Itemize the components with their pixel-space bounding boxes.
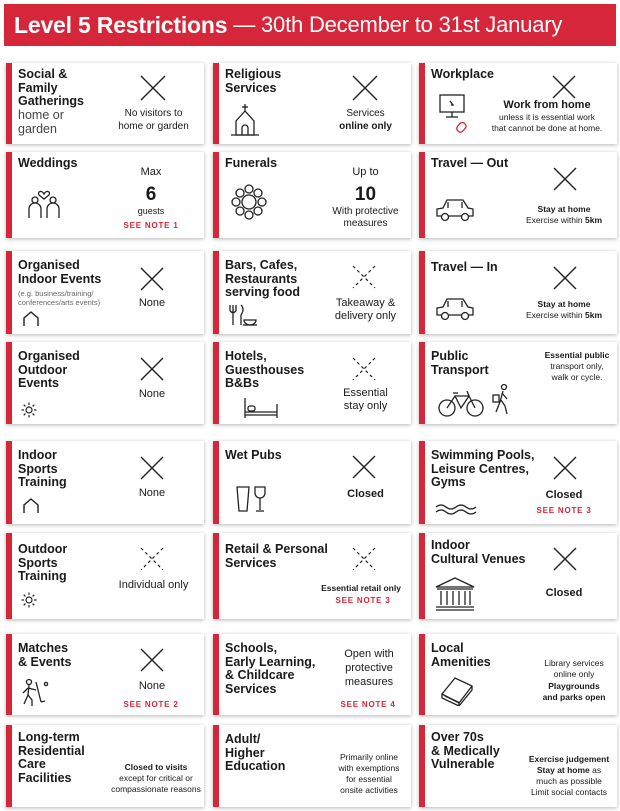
card-status-strong: online only [339,121,392,132]
close-x-icon [552,455,578,481]
card-retail [213,533,411,619]
banner-title: Level 5 Restrictions [14,11,228,38]
card-title: Outdoor Sports Training [18,542,68,583]
card-title: Travel — In [431,260,498,274]
card-status: None [138,487,166,499]
see-note-link[interactable]: SEE NOTE 4 [340,700,396,709]
card-status: except for critical or compassionate reasons [111,773,201,794]
card-hotels [213,342,411,424]
card-subtitle: (e.g. business/training/ conferences/arts events) [18,289,101,307]
card-title: Bars, Cafes, Restaurants serving food [225,258,301,299]
close-x-icon [552,166,578,192]
card-status: Open with protective measures [344,648,394,688]
card-line: Max [140,166,162,178]
close-x-icon [351,74,379,102]
car-icon [435,295,475,323]
see-note-link[interactable]: SEE NOTE 3 [335,596,391,605]
couple-heart-icon [26,184,62,220]
card-status: Library services online only [544,658,604,679]
card-title: Long-term Residential Care Facilities [18,730,85,785]
computer-mouse-icon [439,93,473,133]
card-title: Over 70s & Medically Vulnerable [431,730,500,771]
card-status: Exercise within 5km [525,215,603,225]
card-status: Essential stay only [343,387,388,412]
card-title: Public Transport [431,349,489,377]
card-status-strong: Essential retail only [321,583,401,593]
card-status: Services [346,108,385,119]
card-status-strong: Work from home [503,99,591,111]
card-title: Adult/ Higher Education [225,732,286,773]
wreath-icon [231,184,267,220]
card-outdoor-sports [6,533,204,619]
card-status: Takeaway & delivery only [334,297,397,322]
card-status-strong: Closed to visits [124,762,188,772]
card-line: Up to [352,166,379,178]
card-title: Social & Family Gatherings [18,67,84,108]
card-title: Religious Services [225,67,282,95]
card-title: Wet Pubs [225,448,282,462]
card-title: Organised Outdoor Events [18,349,80,390]
waves-icon [435,503,477,515]
card-status-strong: Stay at home [537,299,591,309]
card-title: Workplace [431,67,494,81]
card-title: Travel — Out [431,156,509,170]
card-status: Individual only [118,579,189,591]
card-local-amenities [419,634,617,715]
card-indoor-sports [6,441,204,524]
card-title: Schools, Early Learning, & Childcare Services [225,641,316,696]
card-line: With protective measures [332,206,399,229]
card-status-strong: Exercise judgement [528,754,610,764]
card-weddings [6,152,204,238]
max-guests-value: 6 [145,184,157,205]
house-outline-icon [22,311,40,327]
card-title: Weddings [18,156,78,170]
card-long-term-care [6,725,204,807]
card-matches-events [6,634,204,715]
card-status: Exercise within 5km [525,310,603,320]
book-icon [439,674,475,706]
card-religious-services [213,63,411,144]
card-status-strong: Stay at home [537,204,591,214]
card-travel-out [419,152,617,238]
card-status: unless it is essential work that cannot be done at home. [491,112,603,133]
church-icon [230,103,260,137]
cross-dashed-icon [139,546,165,572]
card-status-strong: Closed [545,489,583,501]
close-x-icon [139,356,165,382]
see-note-link[interactable]: SEE NOTE 2 [123,700,179,709]
close-x-icon [552,546,578,572]
see-note-link[interactable]: SEE NOTE 1 [123,221,179,230]
see-note-link[interactable]: SEE NOTE 3 [536,506,592,515]
cross-dashed-icon [351,264,377,290]
sun-icon [21,592,37,608]
card-title: Swimming Pools, Leisure Centres, Gyms [431,448,535,489]
house-outline-icon [22,498,40,514]
card-bars-cafes [213,251,411,334]
card-status: Limit social contacts [530,787,608,797]
card-title: Organised Indoor Events [18,258,102,286]
museum-icon [435,576,475,612]
card-workplace [419,63,617,144]
card-title: Hotels, Guesthouses B&Bs [225,349,305,390]
card-status-strong: Closed [545,587,583,599]
card-swimming-pools [419,441,617,524]
card-status: None [138,297,166,309]
banner-dates: — 30th December to 31st January [233,12,563,37]
close-x-icon [139,455,165,481]
card-higher-education [213,725,411,807]
card-indoor-events [6,251,204,334]
card-title: Indoor Sports Training [18,448,67,489]
close-x-icon [552,265,578,291]
bicycle-walker-icon [437,382,517,420]
card-status: No visitors to home or garden [118,108,189,132]
card-status: transport only, walk or cycle. [550,361,604,382]
card-cultural-venues [419,533,617,619]
cross-dashed-icon [351,356,377,382]
card-status: None [138,388,166,400]
card-title: Matches & Events [18,641,72,669]
card-social-gatherings [6,63,204,144]
close-x-icon [139,266,165,292]
bed-icon [243,396,279,420]
card-status-strong: Closed [347,488,384,500]
card-subtitle: home or garden [18,108,64,136]
card-status-strong: Essential public [544,350,610,360]
card-outdoor-events [6,342,204,424]
card-line: guests [137,206,165,216]
card-travel-in [419,251,617,334]
close-x-icon [139,74,167,102]
card-public-transport [419,342,617,424]
page-banner [4,4,616,46]
cross-dashed-icon [351,546,377,572]
close-x-icon [351,454,377,480]
card-funerals [213,152,411,238]
card-status: Primarily online with exemptions for essential onsite activities [338,752,400,795]
card-title: Retail & Personal Services [225,542,328,570]
close-x-icon [551,74,577,100]
card-title: Indoor Cultural Venues [431,538,526,566]
card-title: Funerals [225,156,278,170]
card-title: Local Amenities [431,641,491,669]
glasses-icon [235,485,271,513]
car-icon [435,196,475,224]
card-status-strong: Playgrounds and parks open [542,681,606,702]
hurling-icon [20,678,50,708]
card-schools [213,634,411,715]
close-x-icon [139,647,165,673]
card-wet-pubs [213,441,411,524]
cutlery-icon [229,303,259,327]
max-attendees-value: 10 [354,184,377,205]
sun-icon [21,402,37,418]
card-status: None [138,680,166,692]
card-over-70s [419,725,617,807]
card-status: Stay at home as much as possible [536,765,602,786]
